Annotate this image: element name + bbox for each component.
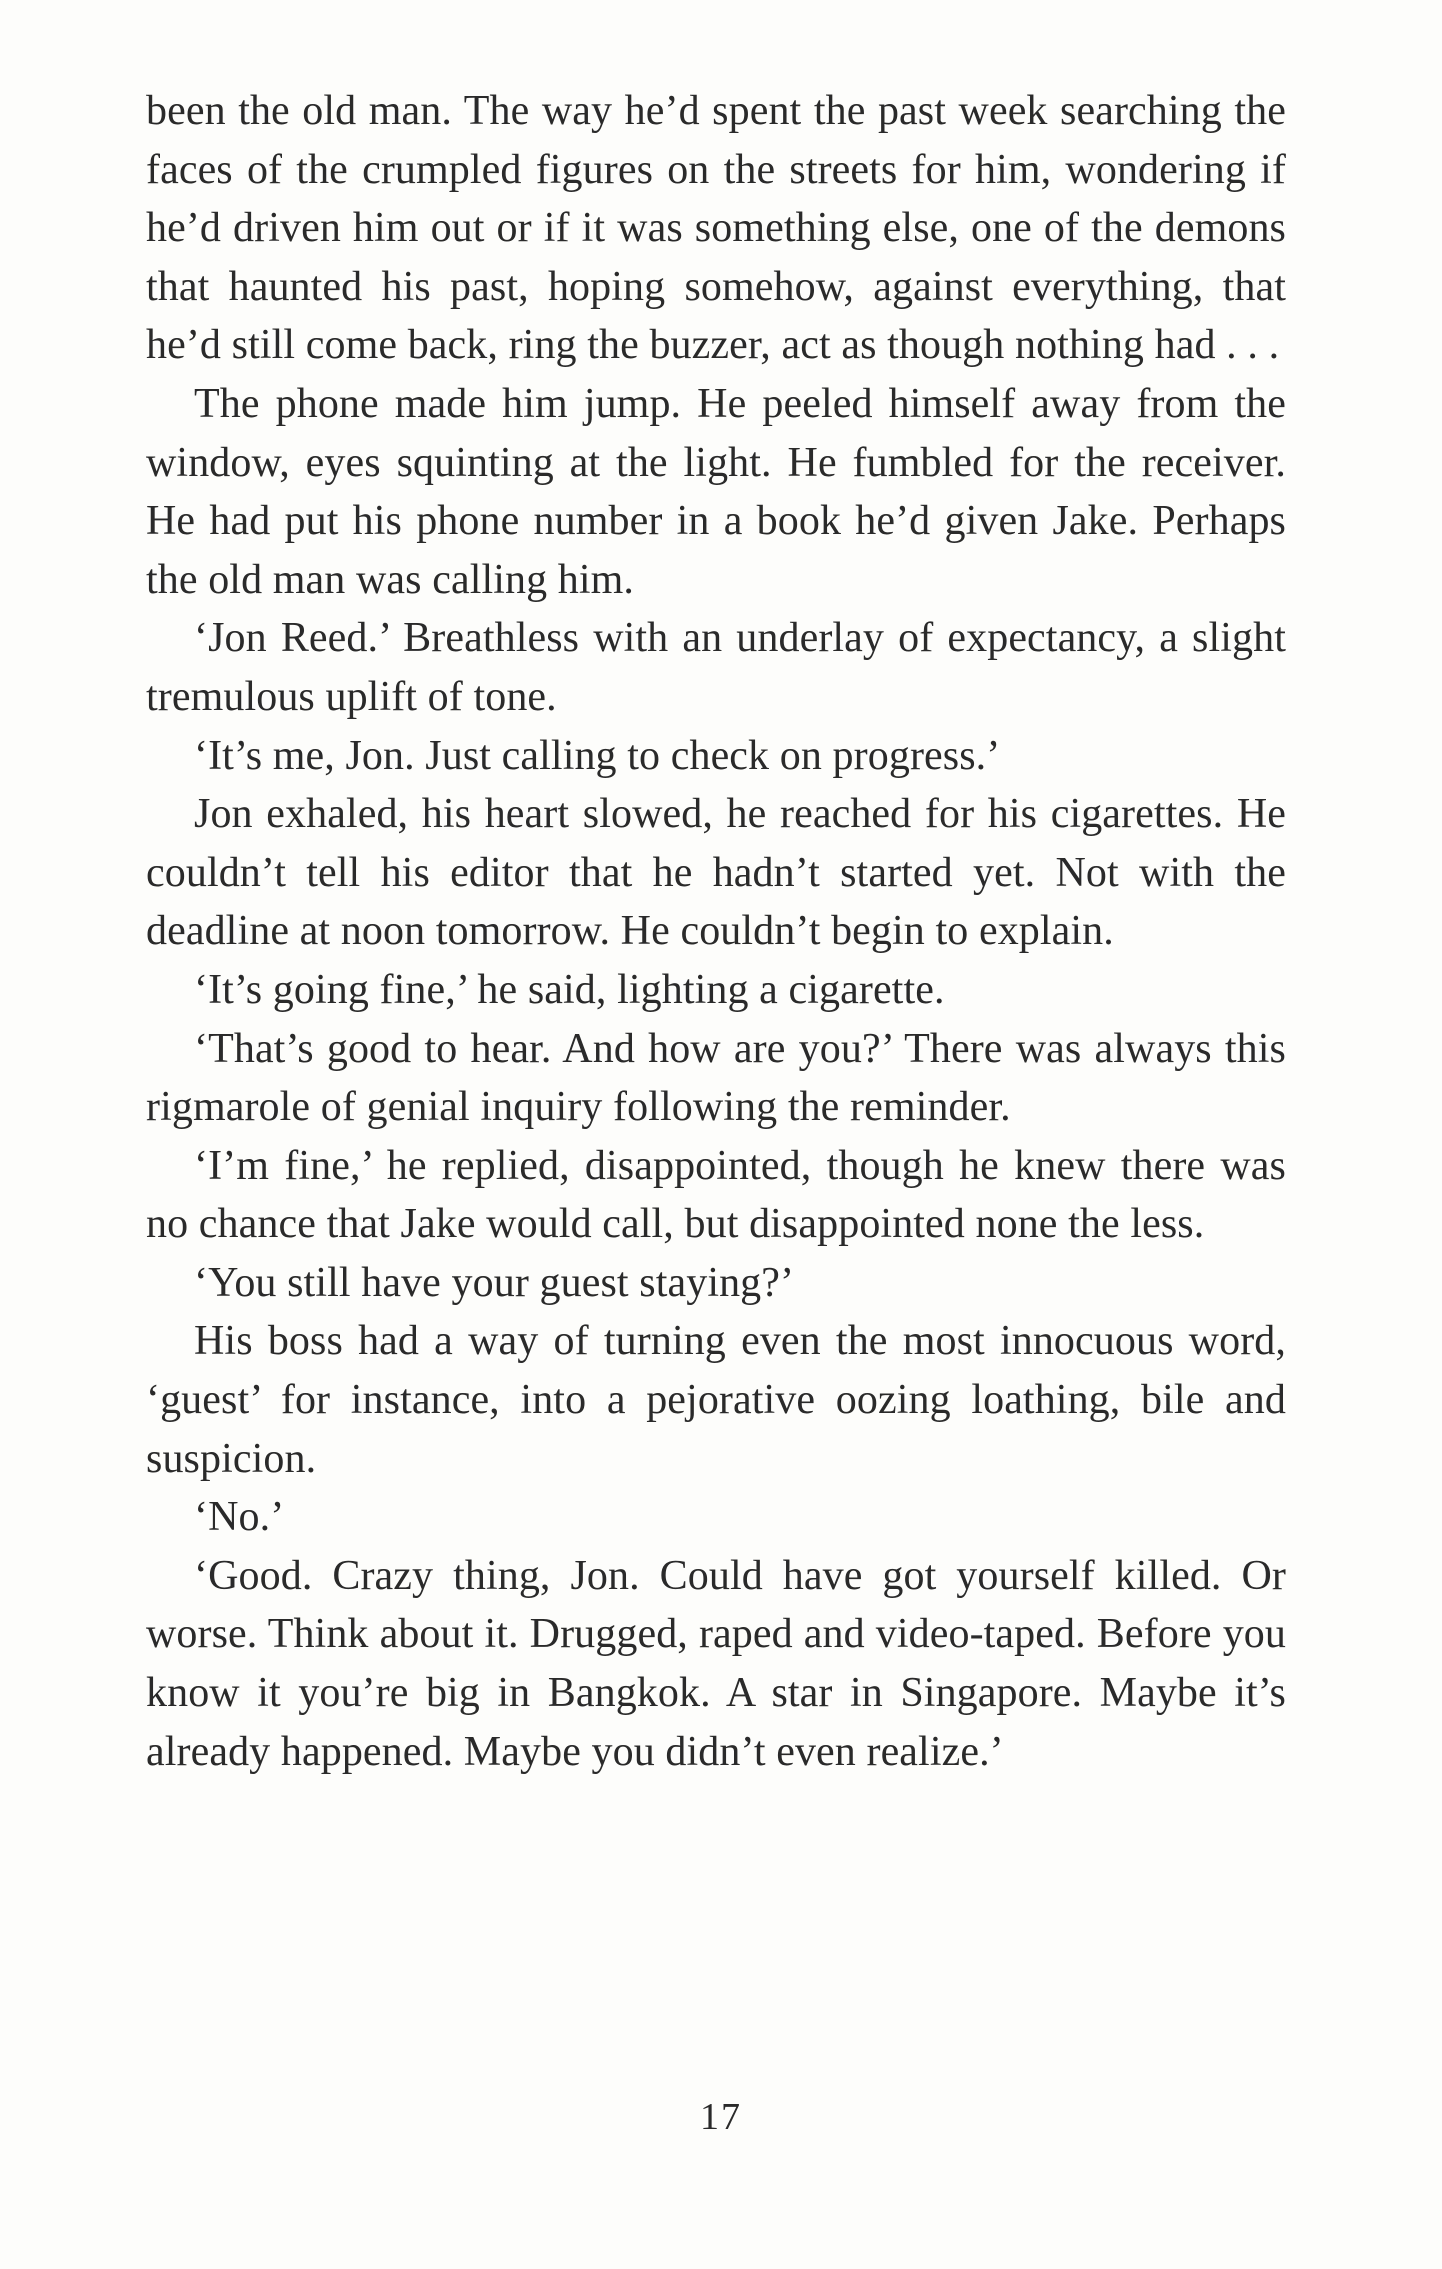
page-number: 17	[700, 2096, 742, 2138]
paragraph: ‘Jon Reed.’ Breathless with an underlay of expectancy, a slight tremulous uplift of tone.	[146, 615, 1286, 720]
paragraph: Jon exhaled, his heart slowed, he reached for his cigarettes. He couldn’t tell his editor that he hadn’t started yet. Not with the deadline at noon tomorrow. He couldn’t begin to explain.	[146, 791, 1286, 955]
paragraph: ‘You still have your guest staying?’	[194, 1259, 795, 1306]
paragraph: ‘I’m fine,’ he replied, disappointed, though he knew there was no chance that Jake would call, but disappointed none the less.	[146, 1142, 1286, 1248]
paragraph: ‘No.’	[194, 1494, 285, 1541]
paragraph: ‘That’s good to hear. And how are you?’ There was always this rigmarole of genial inquiry following the reminder.	[146, 1025, 1286, 1131]
paragraph: The phone made him jump. He peeled himself away from the window, eyes squinting at the light. He fumbled for the receiver. He had put his phone number in a book he’d given Jake. Perhaps the old man was calling him.	[146, 380, 1286, 603]
paragraph: ‘It’s going fine,’ he said, lighting a cigarette.	[194, 966, 945, 1013]
paragraph: been the old man. The way he’d spent the past week searching the faces of the crumpled figures on the streets for him, wondering if he’d driven him out or if it was something else, one of the demons that haunted his past, hoping somehow, against everything, that he’d still come back, ring the buzzer, act as though nothing had . . .	[146, 88, 1286, 369]
paragraph: ‘It’s me, Jon. Just calling to check on progress.’	[194, 732, 1001, 779]
paragraph: His boss had a way of turning even the most innocuous word, ‘guest’ for instance, into a pejorative oozing loathing, bile and suspicion.	[146, 1318, 1286, 1482]
page-body	[146, 82, 1286, 1781]
paragraph: ‘Good. Crazy thing, Jon. Could have got yourself killed. Or worse. Think about it. Drugged, raped and video-taped. Before you know it you’re big in Bangkok. A star in Singapore. Maybe it’s already happened. Maybe you didn’t even realize.’	[146, 1552, 1286, 1775]
